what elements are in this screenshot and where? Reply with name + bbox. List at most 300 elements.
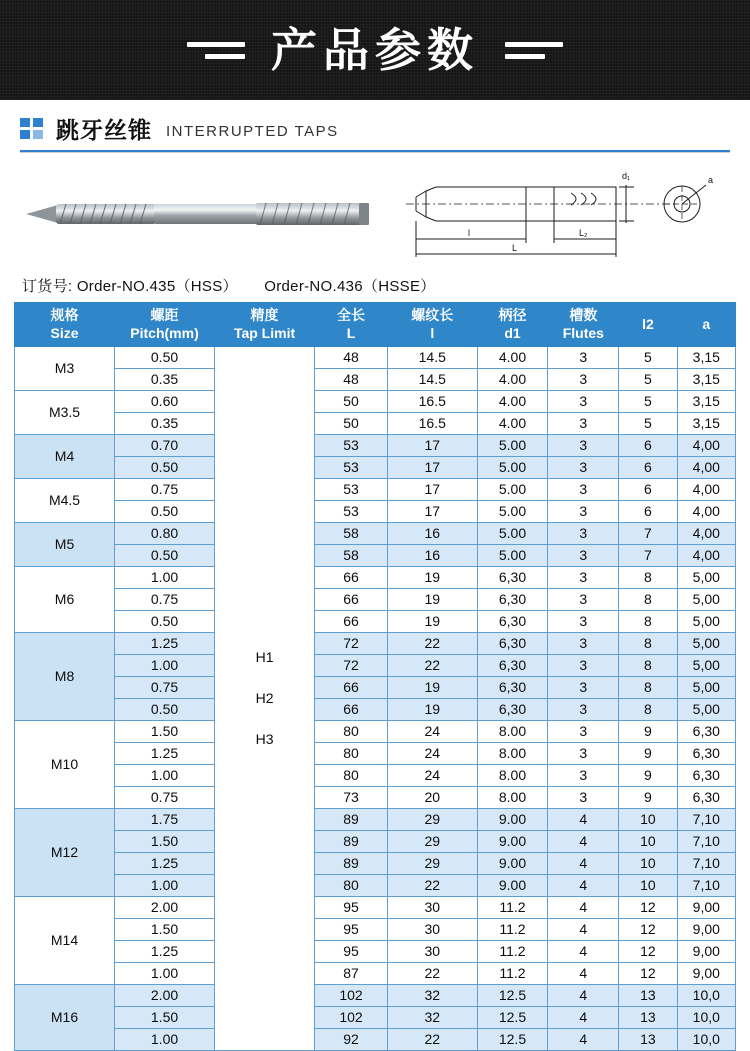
banner-bar xyxy=(505,42,563,47)
cell-a: 10,0 xyxy=(677,1007,735,1029)
cell-pitch: 0.70 xyxy=(115,435,215,457)
cell-l2: 5 xyxy=(619,413,677,435)
cell-d1: 8.00 xyxy=(477,721,548,743)
cell-l: 24 xyxy=(387,743,477,765)
cell-l2: 5 xyxy=(619,347,677,369)
cell-pitch: 2.00 xyxy=(115,897,215,919)
cell-l: 16 xyxy=(387,545,477,567)
banner-bar xyxy=(505,54,545,59)
cell-a: 4,00 xyxy=(677,479,735,501)
table-row xyxy=(15,589,736,611)
cell-a: 4,00 xyxy=(677,545,735,567)
cell-L: 66 xyxy=(315,611,388,633)
cell-L: 102 xyxy=(315,985,388,1007)
cell-a: 4,00 xyxy=(677,435,735,457)
banner-decoration-left xyxy=(187,42,245,59)
cell-L: 50 xyxy=(315,413,388,435)
heading-rule-light xyxy=(20,152,730,153)
table-row xyxy=(15,765,736,787)
cell-l: 17 xyxy=(387,457,477,479)
cell-a: 6,30 xyxy=(677,721,735,743)
cell-l: 19 xyxy=(387,611,477,633)
cell-l2: 10 xyxy=(619,809,677,831)
cell-a: 5,00 xyxy=(677,611,735,633)
figures-row xyxy=(16,159,734,269)
cell-l2: 8 xyxy=(619,589,677,611)
cell-a: 9,00 xyxy=(677,941,735,963)
cell-L: 48 xyxy=(315,369,388,391)
cell-l: 17 xyxy=(387,435,477,457)
table-row xyxy=(15,721,736,743)
cell-L: 48 xyxy=(315,347,388,369)
table-row xyxy=(15,611,736,633)
cell-l2: 9 xyxy=(619,765,677,787)
banner-bar xyxy=(187,42,245,47)
cell-l2: 10 xyxy=(619,875,677,897)
table-row xyxy=(15,523,736,545)
cell-L: 58 xyxy=(315,523,388,545)
cell-l: 29 xyxy=(387,831,477,853)
cell-l: 14.5 xyxy=(387,369,477,391)
cell-l: 14.5 xyxy=(387,347,477,369)
cell-l2: 12 xyxy=(619,897,677,919)
cell-l: 22 xyxy=(387,1029,477,1051)
cell-a: 3,15 xyxy=(677,391,735,413)
cell-L: 53 xyxy=(315,501,388,523)
cell-L: 95 xyxy=(315,941,388,963)
cell-d1: 9.00 xyxy=(477,853,548,875)
cell-l2: 12 xyxy=(619,963,677,985)
drawing-label-a: a xyxy=(708,175,714,185)
cell-flutes: 3 xyxy=(548,765,619,787)
cell-flutes: 4 xyxy=(548,897,619,919)
cell-d1: 6,30 xyxy=(477,655,548,677)
cell-l2: 10 xyxy=(619,831,677,853)
table-row xyxy=(15,347,736,369)
section-heading xyxy=(20,118,730,150)
cell-d1: 5.00 xyxy=(477,479,548,501)
cell-pitch: 1.25 xyxy=(115,941,215,963)
header-total-length: 全长 L xyxy=(315,303,388,347)
cell-L: 73 xyxy=(315,787,388,809)
cell-l2: 6 xyxy=(619,435,677,457)
cell-d1: 6,30 xyxy=(477,699,548,721)
cell-pitch: 1.75 xyxy=(115,809,215,831)
cell-l2: 8 xyxy=(619,677,677,699)
banner-bar xyxy=(205,54,245,59)
cell-l: 22 xyxy=(387,655,477,677)
cell-L: 87 xyxy=(315,963,388,985)
cell-pitch: 0.75 xyxy=(115,787,215,809)
cell-l2: 5 xyxy=(619,391,677,413)
cell-l: 19 xyxy=(387,589,477,611)
cell-L: 80 xyxy=(315,721,388,743)
cell-flutes: 3 xyxy=(548,435,619,457)
cell-l: 32 xyxy=(387,1007,477,1029)
cell-pitch: 1.50 xyxy=(115,1007,215,1029)
cell-size: M8 xyxy=(15,633,115,721)
cell-flutes: 3 xyxy=(548,721,619,743)
banner-title: 产品参数 xyxy=(271,23,479,77)
order-number-hsse: Order-NO.436（HSSE） xyxy=(264,278,436,295)
cell-L: 102 xyxy=(315,1007,388,1029)
table-row xyxy=(15,391,736,413)
cell-l: 24 xyxy=(387,765,477,787)
cell-l2: 13 xyxy=(619,1007,677,1029)
cell-l2: 7 xyxy=(619,545,677,567)
cell-a: 4,00 xyxy=(677,457,735,479)
cell-pitch: 1.25 xyxy=(115,743,215,765)
cell-d1: 6,30 xyxy=(477,567,548,589)
cell-l: 30 xyxy=(387,919,477,941)
cell-size: M10 xyxy=(15,721,115,809)
cell-l: 22 xyxy=(387,963,477,985)
cell-size: M4 xyxy=(15,435,115,479)
cell-flutes: 3 xyxy=(548,369,619,391)
cell-d1: 6,30 xyxy=(477,677,548,699)
cell-L: 66 xyxy=(315,567,388,589)
cell-d1: 6,30 xyxy=(477,611,548,633)
cell-a: 6,30 xyxy=(677,743,735,765)
cell-pitch: 1.00 xyxy=(115,1029,215,1051)
cell-a: 5,00 xyxy=(677,589,735,611)
spec-table xyxy=(14,302,736,1051)
section-title-en: INTERRUPTED TAPS xyxy=(166,123,339,140)
cell-L: 53 xyxy=(315,457,388,479)
cell-l2: 6 xyxy=(619,501,677,523)
table-row xyxy=(15,501,736,523)
cell-l: 32 xyxy=(387,985,477,1007)
cell-pitch: 0.50 xyxy=(115,501,215,523)
cell-pitch: 0.60 xyxy=(115,391,215,413)
cell-L: 89 xyxy=(315,853,388,875)
table-row xyxy=(15,941,736,963)
cell-a: 3,15 xyxy=(677,347,735,369)
cell-L: 80 xyxy=(315,743,388,765)
cell-flutes: 3 xyxy=(548,567,619,589)
cell-pitch: 1.00 xyxy=(115,963,215,985)
cell-L: 50 xyxy=(315,391,388,413)
table-row xyxy=(15,743,736,765)
header-flutes: 槽数 Flutes xyxy=(548,303,619,347)
cell-d1: 9.00 xyxy=(477,809,548,831)
cell-flutes: 3 xyxy=(548,545,619,567)
page-banner xyxy=(0,0,750,100)
table-row xyxy=(15,831,736,853)
cell-l: 19 xyxy=(387,677,477,699)
cell-d1: 4.00 xyxy=(477,391,548,413)
cell-pitch: 1.50 xyxy=(115,919,215,941)
cell-flutes: 3 xyxy=(548,699,619,721)
cell-size: M12 xyxy=(15,809,115,897)
header-size: 规格 Size xyxy=(15,303,115,347)
cell-d1: 5.00 xyxy=(477,501,548,523)
cell-L: 92 xyxy=(315,1029,388,1051)
cell-flutes: 4 xyxy=(548,809,619,831)
cell-l2: 13 xyxy=(619,1029,677,1051)
cell-size: M5 xyxy=(15,523,115,567)
cell-flutes: 3 xyxy=(548,479,619,501)
cell-pitch: 0.35 xyxy=(115,413,215,435)
cell-pitch: 1.50 xyxy=(115,831,215,853)
cell-flutes: 3 xyxy=(548,743,619,765)
cell-d1: 12.5 xyxy=(477,1007,548,1029)
cell-d1: 9.00 xyxy=(477,831,548,853)
cell-flutes: 3 xyxy=(548,347,619,369)
cell-flutes: 3 xyxy=(548,611,619,633)
cell-a: 5,00 xyxy=(677,677,735,699)
cell-a: 7,10 xyxy=(677,831,735,853)
table-row xyxy=(15,479,736,501)
table-row xyxy=(15,897,736,919)
cell-l2: 13 xyxy=(619,985,677,1007)
cell-a: 5,00 xyxy=(677,567,735,589)
cell-a: 4,00 xyxy=(677,501,735,523)
cell-flutes: 3 xyxy=(548,391,619,413)
cell-l: 16.5 xyxy=(387,413,477,435)
cell-L: 72 xyxy=(315,655,388,677)
cell-l: 29 xyxy=(387,853,477,875)
cell-pitch: 1.50 xyxy=(115,721,215,743)
cell-l: 19 xyxy=(387,567,477,589)
cell-flutes: 3 xyxy=(548,677,619,699)
cell-pitch: 2.00 xyxy=(115,985,215,1007)
cell-pitch: 0.50 xyxy=(115,545,215,567)
cell-size: M4.5 xyxy=(15,479,115,523)
cell-pitch: 1.00 xyxy=(115,875,215,897)
cell-pitch: 1.00 xyxy=(115,765,215,787)
cell-flutes: 3 xyxy=(548,413,619,435)
table-row xyxy=(15,809,736,831)
cell-pitch: 0.50 xyxy=(115,611,215,633)
order-numbers xyxy=(22,275,750,296)
cell-flutes: 3 xyxy=(548,633,619,655)
cell-L: 58 xyxy=(315,545,388,567)
cell-L: 95 xyxy=(315,919,388,941)
table-row xyxy=(15,655,736,677)
cell-L: 80 xyxy=(315,765,388,787)
cell-flutes: 4 xyxy=(548,831,619,853)
cell-d1: 8.00 xyxy=(477,787,548,809)
cell-flutes: 4 xyxy=(548,875,619,897)
cell-pitch: 0.50 xyxy=(115,457,215,479)
cell-flutes: 3 xyxy=(548,523,619,545)
cell-size: M3 xyxy=(15,347,115,391)
technical-drawing xyxy=(376,159,736,269)
table-row xyxy=(15,567,736,589)
cell-l2: 5 xyxy=(619,369,677,391)
table-header-row xyxy=(15,303,736,347)
cell-size: M6 xyxy=(15,567,115,633)
cell-a: 4,00 xyxy=(677,523,735,545)
cell-l: 17 xyxy=(387,501,477,523)
cell-L: 66 xyxy=(315,699,388,721)
table-row xyxy=(15,435,736,457)
table-row xyxy=(15,787,736,809)
cell-d1: 9.00 xyxy=(477,875,548,897)
cell-d1: 12.5 xyxy=(477,1029,548,1051)
header-thread-length: 螺纹长 l xyxy=(387,303,477,347)
cell-pitch: 1.00 xyxy=(115,567,215,589)
cell-l2: 12 xyxy=(619,941,677,963)
table-row xyxy=(15,853,736,875)
cell-flutes: 4 xyxy=(548,1007,619,1029)
cell-a: 6,30 xyxy=(677,765,735,787)
cell-d1: 6,30 xyxy=(477,633,548,655)
cell-pitch: 0.80 xyxy=(115,523,215,545)
cell-L: 95 xyxy=(315,897,388,919)
cell-flutes: 4 xyxy=(548,963,619,985)
cell-L: 66 xyxy=(315,677,388,699)
cell-flutes: 4 xyxy=(548,919,619,941)
cell-l: 17 xyxy=(387,479,477,501)
cell-l: 24 xyxy=(387,721,477,743)
cell-l: 22 xyxy=(387,875,477,897)
cell-a: 7,10 xyxy=(677,875,735,897)
table-body xyxy=(15,347,736,1051)
cell-a: 3,15 xyxy=(677,413,735,435)
cell-a: 10,0 xyxy=(677,985,735,1007)
cell-l: 19 xyxy=(387,699,477,721)
cell-l: 22 xyxy=(387,633,477,655)
cell-l2: 6 xyxy=(619,457,677,479)
cell-pitch: 1.25 xyxy=(115,633,215,655)
cell-flutes: 4 xyxy=(548,985,619,1007)
cell-pitch: 0.75 xyxy=(115,677,215,699)
cell-pitch: 0.75 xyxy=(115,479,215,501)
drawing-label-L: L xyxy=(512,243,518,253)
cell-flutes: 4 xyxy=(548,941,619,963)
cell-l2: 9 xyxy=(619,743,677,765)
cell-a: 7,10 xyxy=(677,809,735,831)
cell-d1: 4.00 xyxy=(477,413,548,435)
cell-a: 7,10 xyxy=(677,853,735,875)
header-tap-limit: 精度 Tap Limit xyxy=(215,303,315,347)
cell-l2: 8 xyxy=(619,655,677,677)
cell-pitch: 0.75 xyxy=(115,589,215,611)
cell-pitch: 0.50 xyxy=(115,699,215,721)
section-title-cn: 跳牙丝锥 xyxy=(56,117,152,143)
cell-d1: 8.00 xyxy=(477,765,548,787)
cell-l: 20 xyxy=(387,787,477,809)
cell-L: 53 xyxy=(315,435,388,457)
cell-d1: 4.00 xyxy=(477,347,548,369)
cell-d1: 11.2 xyxy=(477,963,548,985)
header-a: a xyxy=(677,303,735,347)
table-row xyxy=(15,699,736,721)
cell-pitch: 0.35 xyxy=(115,369,215,391)
cell-d1: 11.2 xyxy=(477,919,548,941)
cell-d1: 5.00 xyxy=(477,545,548,567)
cell-a: 5,00 xyxy=(677,633,735,655)
cell-d1: 6,30 xyxy=(477,589,548,611)
product-photo xyxy=(16,166,376,262)
cell-l: 30 xyxy=(387,941,477,963)
cell-L: 66 xyxy=(315,589,388,611)
table-row xyxy=(15,457,736,479)
cell-size: M3.5 xyxy=(15,391,115,435)
table-row xyxy=(15,919,736,941)
order-number-hss: 订货号: Order-NO.435（HSS） xyxy=(22,278,238,295)
cell-d1: 8.00 xyxy=(477,743,548,765)
cell-d1: 11.2 xyxy=(477,941,548,963)
cell-a: 6,30 xyxy=(677,787,735,809)
table-row xyxy=(15,413,736,435)
cell-a: 9,00 xyxy=(677,963,735,985)
table-row xyxy=(15,369,736,391)
cell-l2: 9 xyxy=(619,787,677,809)
cell-l2: 8 xyxy=(619,699,677,721)
cell-d1: 11.2 xyxy=(477,897,548,919)
cell-size: M16 xyxy=(15,985,115,1051)
cell-a: 5,00 xyxy=(677,655,735,677)
cell-L: 53 xyxy=(315,479,388,501)
cell-L: 72 xyxy=(315,633,388,655)
cell-flutes: 4 xyxy=(548,853,619,875)
table-row xyxy=(15,633,736,655)
cell-l2: 9 xyxy=(619,721,677,743)
cell-a: 9,00 xyxy=(677,919,735,941)
cell-a: 3,15 xyxy=(677,369,735,391)
cell-pitch: 1.00 xyxy=(115,655,215,677)
cell-size: M14 xyxy=(15,897,115,985)
banner-decoration-right xyxy=(505,42,563,59)
table-row xyxy=(15,1007,736,1029)
table-row xyxy=(15,875,736,897)
cell-flutes: 3 xyxy=(548,457,619,479)
cell-d1: 5.00 xyxy=(477,435,548,457)
blue-squares-icon xyxy=(20,118,46,140)
cell-l: 16 xyxy=(387,523,477,545)
cell-a: 9,00 xyxy=(677,897,735,919)
header-l2: l2 xyxy=(619,303,677,347)
header-pitch: 螺距 Pitch(mm) xyxy=(115,303,215,347)
cell-d1: 5.00 xyxy=(477,523,548,545)
drawing-label-L2: L₂ xyxy=(579,228,588,238)
cell-d1: 4.00 xyxy=(477,369,548,391)
cell-d1: 5.00 xyxy=(477,457,548,479)
cell-pitch: 0.50 xyxy=(115,347,215,369)
table-row xyxy=(15,1029,736,1051)
cell-l2: 6 xyxy=(619,479,677,501)
cell-flutes: 3 xyxy=(548,589,619,611)
cell-a: 10,0 xyxy=(677,1029,735,1051)
cell-l2: 7 xyxy=(619,523,677,545)
cell-l2: 8 xyxy=(619,567,677,589)
cell-L: 89 xyxy=(315,809,388,831)
cell-l2: 12 xyxy=(619,919,677,941)
cell-flutes: 3 xyxy=(548,787,619,809)
table-row xyxy=(15,963,736,985)
cell-a: 5,00 xyxy=(677,699,735,721)
table-row xyxy=(15,545,736,567)
cell-L: 80 xyxy=(315,875,388,897)
cell-d1: 12.5 xyxy=(477,985,548,1007)
cell-l: 29 xyxy=(387,809,477,831)
cell-l2: 8 xyxy=(619,611,677,633)
cell-l: 16.5 xyxy=(387,391,477,413)
cell-L: 89 xyxy=(315,831,388,853)
cell-flutes: 3 xyxy=(548,655,619,677)
cell-tap-limit: H1 H2 H3 xyxy=(215,347,315,1051)
table-row xyxy=(15,677,736,699)
cell-l2: 8 xyxy=(619,633,677,655)
drawing-label-d1: d₁ xyxy=(622,171,631,181)
cell-l2: 10 xyxy=(619,853,677,875)
table-row xyxy=(15,985,736,1007)
cell-pitch: 1.25 xyxy=(115,853,215,875)
cell-l: 30 xyxy=(387,897,477,919)
